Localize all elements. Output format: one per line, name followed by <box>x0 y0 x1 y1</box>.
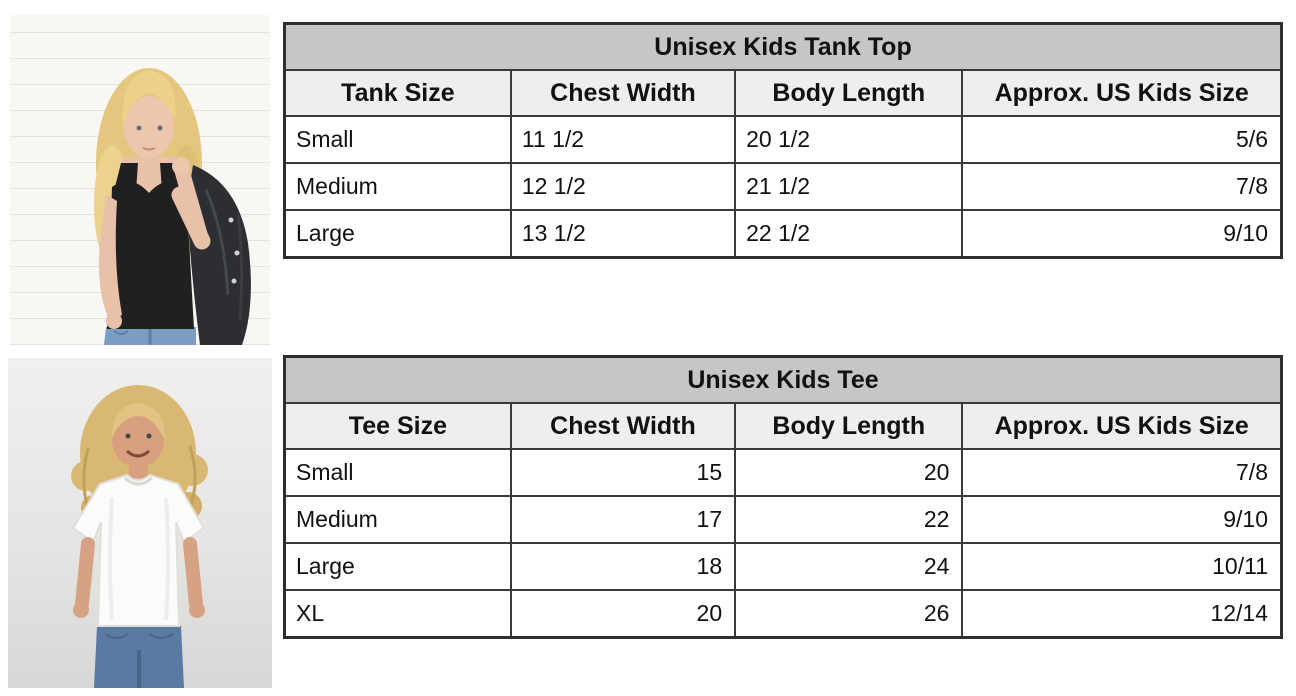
cell-size: Medium <box>285 496 511 543</box>
cell-us-kids-size: 7/8 <box>962 163 1281 210</box>
table-row <box>285 210 1282 258</box>
table-title-row <box>285 24 1282 71</box>
table-row <box>285 590 1282 638</box>
cell-body-length: 22 1/2 <box>735 210 962 258</box>
cell-body-length: 21 1/2 <box>735 163 962 210</box>
cell-chest-width: 12 1/2 <box>511 163 735 210</box>
cell-us-kids-size: 7/8 <box>962 449 1281 496</box>
cell-us-kids-size: 9/10 <box>962 496 1281 543</box>
cell-chest-width: 15 <box>511 449 735 496</box>
cell-chest-width: 13 1/2 <box>511 210 735 258</box>
cell-us-kids-size: 9/10 <box>962 210 1281 258</box>
column-header-us-kids-size: Approx. US Kids Size <box>962 403 1281 449</box>
table-row <box>285 543 1282 590</box>
column-header-us-kids-size: Approx. US Kids Size <box>962 70 1281 116</box>
table-row <box>285 449 1282 496</box>
table-header-row <box>285 403 1282 449</box>
cell-chest-width: 17 <box>511 496 735 543</box>
cell-chest-width: 20 <box>511 590 735 638</box>
tee-model-photo <box>8 358 272 688</box>
cell-size: Medium <box>285 163 511 210</box>
tank-size-table <box>283 22 1283 259</box>
cell-size: Large <box>285 543 511 590</box>
column-header-chest-width: Chest Width <box>511 70 735 116</box>
model-left-arm <box>82 544 88 604</box>
cell-body-length: 26 <box>735 590 962 638</box>
table-row <box>285 116 1282 163</box>
cell-us-kids-size: 10/11 <box>962 543 1281 590</box>
table-row <box>285 496 1282 543</box>
column-header-body-length: Body Length <box>735 403 962 449</box>
cell-size: Large <box>285 210 511 258</box>
table-row <box>285 163 1282 210</box>
cell-us-kids-size: 5/6 <box>962 116 1281 163</box>
cell-size: Small <box>285 449 511 496</box>
table-title: Unisex Kids Tee <box>285 357 1282 404</box>
table-title: Unisex Kids Tank Top <box>285 24 1282 71</box>
table-title-row <box>285 357 1282 404</box>
model-hand <box>172 157 190 175</box>
column-header-tee-size: Tee Size <box>285 403 511 449</box>
tee-model-illustration <box>8 358 272 688</box>
cell-us-kids-size: 12/14 <box>962 590 1281 638</box>
tank-model-illustration <box>10 15 270 345</box>
model-right-arm <box>190 544 196 604</box>
cell-body-length: 24 <box>735 543 962 590</box>
column-header-tank-size: Tank Size <box>285 70 511 116</box>
cell-size: Small <box>285 116 511 163</box>
tank-model-photo <box>10 15 270 345</box>
column-header-body-length: Body Length <box>735 70 962 116</box>
cell-chest-width: 11 1/2 <box>511 116 735 163</box>
table-header-row <box>285 70 1282 116</box>
cell-body-length: 22 <box>735 496 962 543</box>
cell-chest-width: 18 <box>511 543 735 590</box>
cell-body-length: 20 1/2 <box>735 116 962 163</box>
column-header-chest-width: Chest Width <box>511 403 735 449</box>
cell-size: XL <box>285 590 511 638</box>
cell-body-length: 20 <box>735 449 962 496</box>
tee-size-table <box>283 355 1283 639</box>
